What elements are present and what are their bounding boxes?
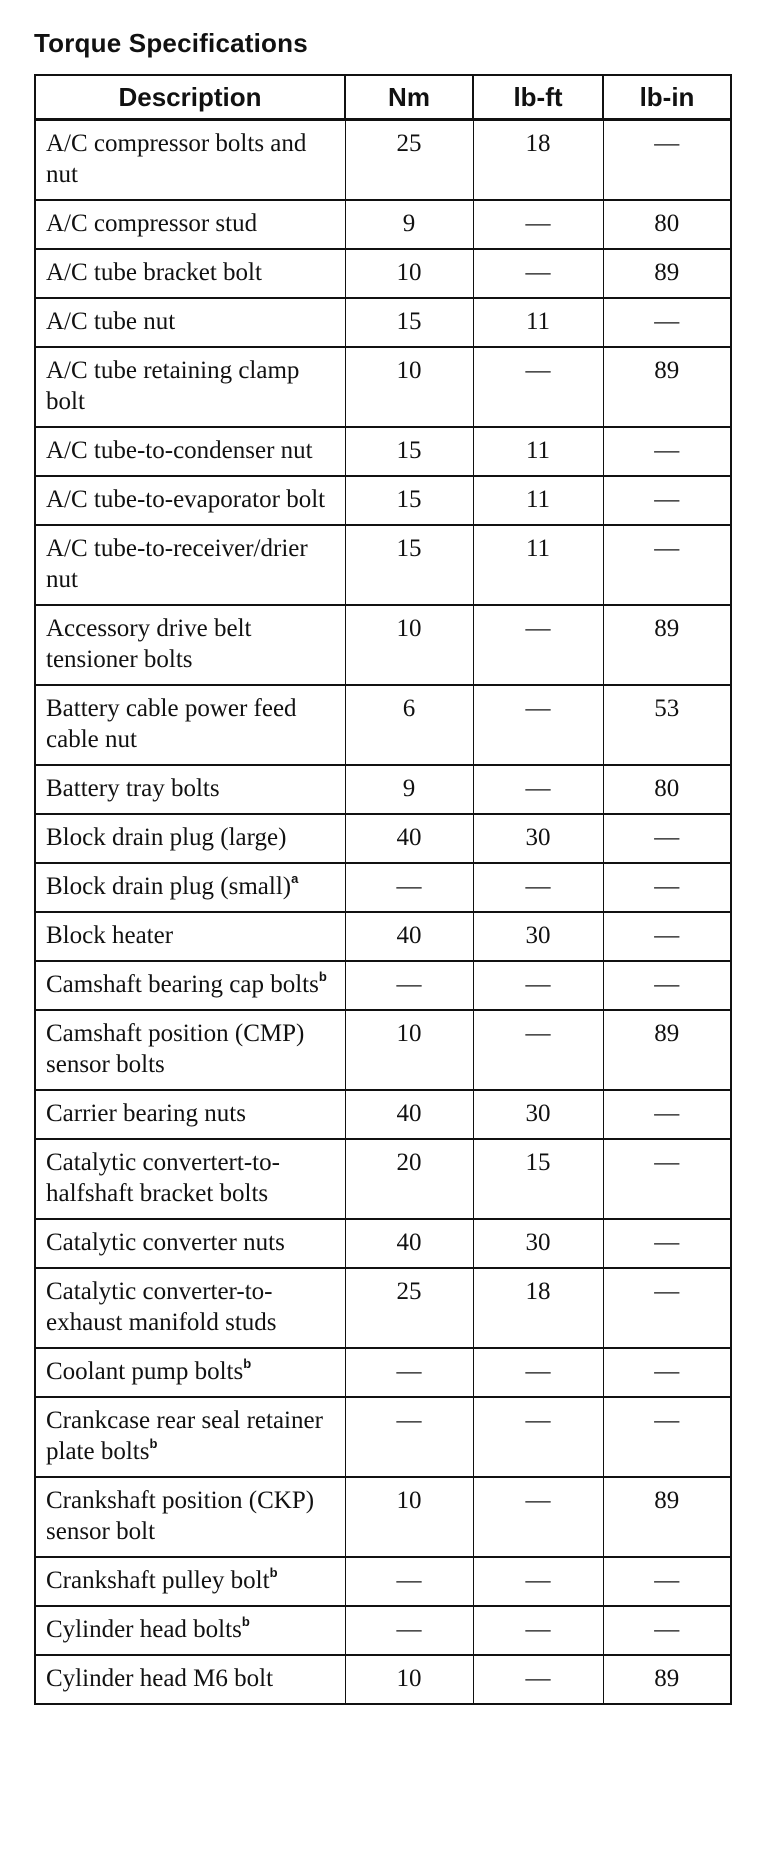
description-text: Cylinder head bolts xyxy=(46,1616,242,1643)
nm-cell: — xyxy=(345,1557,473,1606)
lb-in-cell: — xyxy=(603,298,731,347)
description-cell xyxy=(35,1010,345,1090)
nm-cell: 40 xyxy=(345,814,473,863)
table-row xyxy=(35,1606,731,1655)
lb-in-cell: — xyxy=(603,1397,731,1477)
lb-ft-cell: — xyxy=(473,1348,603,1397)
description-cell xyxy=(35,427,345,476)
table-row xyxy=(35,1219,731,1268)
nm-cell: 9 xyxy=(345,765,473,814)
description-cell xyxy=(35,685,345,765)
lb-in-cell: — xyxy=(603,1557,731,1606)
description-cell xyxy=(35,200,345,249)
lb-ft-cell: 30 xyxy=(473,814,603,863)
nm-cell: — xyxy=(345,863,473,912)
lb-ft-cell: 11 xyxy=(473,298,603,347)
description-cell xyxy=(35,863,345,912)
nm-cell: 6 xyxy=(345,685,473,765)
lb-ft-cell: 11 xyxy=(473,427,603,476)
description-cell xyxy=(35,605,345,685)
table-body xyxy=(35,120,731,1705)
lb-ft-cell: — xyxy=(473,605,603,685)
nm-cell: 15 xyxy=(345,476,473,525)
description-cell xyxy=(35,1219,345,1268)
description-text: Crankshaft pulley bolt xyxy=(46,1567,270,1594)
table-header-row xyxy=(35,75,731,120)
description-text: A/C tube nut xyxy=(46,308,176,335)
lb-in-cell: 89 xyxy=(603,605,731,685)
nm-cell: 10 xyxy=(345,1477,473,1557)
lb-ft-cell: 11 xyxy=(473,525,603,605)
lb-ft-cell: — xyxy=(473,347,603,427)
lb-in-cell: 89 xyxy=(603,1477,731,1557)
lb-in-cell: 80 xyxy=(603,200,731,249)
description-cell xyxy=(35,347,345,427)
nm-cell: 10 xyxy=(345,1010,473,1090)
table-row xyxy=(35,1397,731,1477)
lb-ft-cell: — xyxy=(473,1557,603,1606)
description-cell xyxy=(35,912,345,961)
nm-cell: 10 xyxy=(345,605,473,685)
lb-ft-cell: — xyxy=(473,249,603,298)
lb-ft-cell: 30 xyxy=(473,1219,603,1268)
nm-cell: 9 xyxy=(345,200,473,249)
lb-in-cell: 53 xyxy=(603,685,731,765)
nm-cell: 25 xyxy=(345,120,473,201)
description-text: Accessory drive belt tensioner bolts xyxy=(46,615,252,673)
description-text: Camshaft bearing cap bolts xyxy=(46,971,319,998)
lb-ft-cell: — xyxy=(473,685,603,765)
table-row xyxy=(35,1557,731,1606)
table-row xyxy=(35,1348,731,1397)
description-text: Battery cable power feed cable nut xyxy=(46,695,297,753)
lb-in-cell: — xyxy=(603,1090,731,1139)
footnote-marker: a xyxy=(291,871,299,886)
footnote-marker: b xyxy=(243,1356,252,1371)
table-row xyxy=(35,765,731,814)
description-cell xyxy=(35,765,345,814)
description-cell xyxy=(35,1268,345,1348)
lb-in-cell: — xyxy=(603,476,731,525)
lb-ft-cell: — xyxy=(473,863,603,912)
lb-in-cell: — xyxy=(603,814,731,863)
lb-in-cell: 80 xyxy=(603,765,731,814)
lb-in-cell: — xyxy=(603,961,731,1010)
nm-cell: 40 xyxy=(345,1219,473,1268)
table-row xyxy=(35,1139,731,1219)
lb-ft-cell: 30 xyxy=(473,912,603,961)
nm-cell: 15 xyxy=(345,525,473,605)
nm-cell: — xyxy=(345,1606,473,1655)
footnote-marker: b xyxy=(149,1436,158,1451)
description-text: Block drain plug (small) xyxy=(46,873,292,900)
table-row xyxy=(35,525,731,605)
description-cell xyxy=(35,298,345,347)
description-text: A/C tube-to-condenser nut xyxy=(46,437,313,464)
table-row xyxy=(35,912,731,961)
table-row xyxy=(35,1268,731,1348)
footnote-marker: b xyxy=(269,1565,278,1580)
column-header-lb-in: lb-in xyxy=(603,75,731,120)
description-cell xyxy=(35,1557,345,1606)
description-cell xyxy=(35,1090,345,1139)
description-cell xyxy=(35,1348,345,1397)
description-text: Carrier bearing nuts xyxy=(46,1100,246,1127)
description-text: A/C compressor stud xyxy=(46,210,258,237)
lb-in-cell: — xyxy=(603,1606,731,1655)
nm-cell: — xyxy=(345,961,473,1010)
table-row xyxy=(35,961,731,1010)
lb-ft-cell: — xyxy=(473,1010,603,1090)
nm-cell: 10 xyxy=(345,347,473,427)
description-cell xyxy=(35,249,345,298)
table-row xyxy=(35,1010,731,1090)
table-row xyxy=(35,120,731,201)
lb-in-cell: — xyxy=(603,912,731,961)
description-cell xyxy=(35,1655,345,1704)
lb-ft-cell: 11 xyxy=(473,476,603,525)
table-row xyxy=(35,1090,731,1139)
lb-ft-cell: — xyxy=(473,200,603,249)
lb-ft-cell: — xyxy=(473,1477,603,1557)
description-text: A/C tube-to-receiver/drier nut xyxy=(46,535,308,593)
description-cell xyxy=(35,120,345,201)
lb-in-cell: 89 xyxy=(603,347,731,427)
lb-ft-cell: — xyxy=(473,1606,603,1655)
nm-cell: — xyxy=(345,1348,473,1397)
lb-ft-cell: — xyxy=(473,765,603,814)
description-text: Crankshaft position (CKP) sensor bolt xyxy=(46,1487,315,1545)
lb-in-cell: — xyxy=(603,120,731,201)
description-text: Cylinder head M6 bolt xyxy=(46,1665,274,1692)
description-text: Crankcase rear seal retainer plate bolts xyxy=(46,1407,323,1465)
description-text: A/C tube retaining clamp bolt xyxy=(46,357,300,415)
description-text: A/C tube bracket bolt xyxy=(46,259,262,286)
lb-in-cell: 89 xyxy=(603,1010,731,1090)
footnote-marker: b xyxy=(241,1614,250,1629)
column-header-lb-ft: lb-ft xyxy=(473,75,603,120)
torque-spec-table xyxy=(34,74,732,1705)
lb-ft-cell: 15 xyxy=(473,1139,603,1219)
lb-in-cell: 89 xyxy=(603,249,731,298)
description-text: Block heater xyxy=(46,922,174,949)
description-text: A/C tube-to-evaporator bolt xyxy=(46,486,326,513)
description-cell xyxy=(35,476,345,525)
column-header-nm: Nm xyxy=(345,75,473,120)
footnote-marker: b xyxy=(318,969,327,984)
description-text: Coolant pump bolts xyxy=(46,1358,244,1385)
table-row xyxy=(35,1477,731,1557)
lb-in-cell: — xyxy=(603,1219,731,1268)
description-text: Catalytic converter nuts xyxy=(46,1229,285,1256)
page-title: Torque Specifications xyxy=(34,28,308,58)
description-cell xyxy=(35,1606,345,1655)
description-cell xyxy=(35,814,345,863)
nm-cell: 15 xyxy=(345,298,473,347)
table-row xyxy=(35,605,731,685)
table-row xyxy=(35,814,731,863)
table-row xyxy=(35,200,731,249)
lb-ft-cell: 18 xyxy=(473,1268,603,1348)
description-cell xyxy=(35,525,345,605)
description-text: Catalytic convertert-to-halfshaft bracket bolts xyxy=(46,1149,280,1207)
description-cell xyxy=(35,961,345,1010)
column-header-description: Description xyxy=(35,75,345,120)
nm-cell: 20 xyxy=(345,1139,473,1219)
description-cell xyxy=(35,1139,345,1219)
nm-cell: 10 xyxy=(345,1655,473,1704)
nm-cell: 15 xyxy=(345,427,473,476)
lb-ft-cell: — xyxy=(473,961,603,1010)
lb-ft-cell: — xyxy=(473,1655,603,1704)
lb-ft-cell: 18 xyxy=(473,120,603,201)
description-text: Catalytic converter-to-exhaust manifold studs xyxy=(46,1278,277,1336)
table-row xyxy=(35,249,731,298)
nm-cell: 40 xyxy=(345,1090,473,1139)
table-row xyxy=(35,863,731,912)
description-text: Battery tray bolts xyxy=(46,775,220,802)
description-text: A/C compressor bolts and nut xyxy=(46,130,307,188)
description-text: Camshaft position (CMP) sensor bolts xyxy=(46,1020,305,1078)
table-row xyxy=(35,476,731,525)
lb-in-cell: — xyxy=(603,1139,731,1219)
lb-in-cell: — xyxy=(603,863,731,912)
lb-in-cell: — xyxy=(603,1348,731,1397)
lb-in-cell: — xyxy=(603,1268,731,1348)
lb-in-cell: — xyxy=(603,427,731,476)
table-row xyxy=(35,1655,731,1704)
lb-ft-cell: 30 xyxy=(473,1090,603,1139)
description-cell xyxy=(35,1397,345,1477)
description-cell xyxy=(35,1477,345,1557)
table-row xyxy=(35,685,731,765)
nm-cell: — xyxy=(345,1397,473,1477)
nm-cell: 10 xyxy=(345,249,473,298)
lb-in-cell: 89 xyxy=(603,1655,731,1704)
description-text: Block drain plug (large) xyxy=(46,824,287,851)
nm-cell: 40 xyxy=(345,912,473,961)
lb-in-cell: — xyxy=(603,525,731,605)
lb-ft-cell: — xyxy=(473,1397,603,1477)
table-row xyxy=(35,298,731,347)
table-row xyxy=(35,427,731,476)
table-row xyxy=(35,347,731,427)
nm-cell: 25 xyxy=(345,1268,473,1348)
